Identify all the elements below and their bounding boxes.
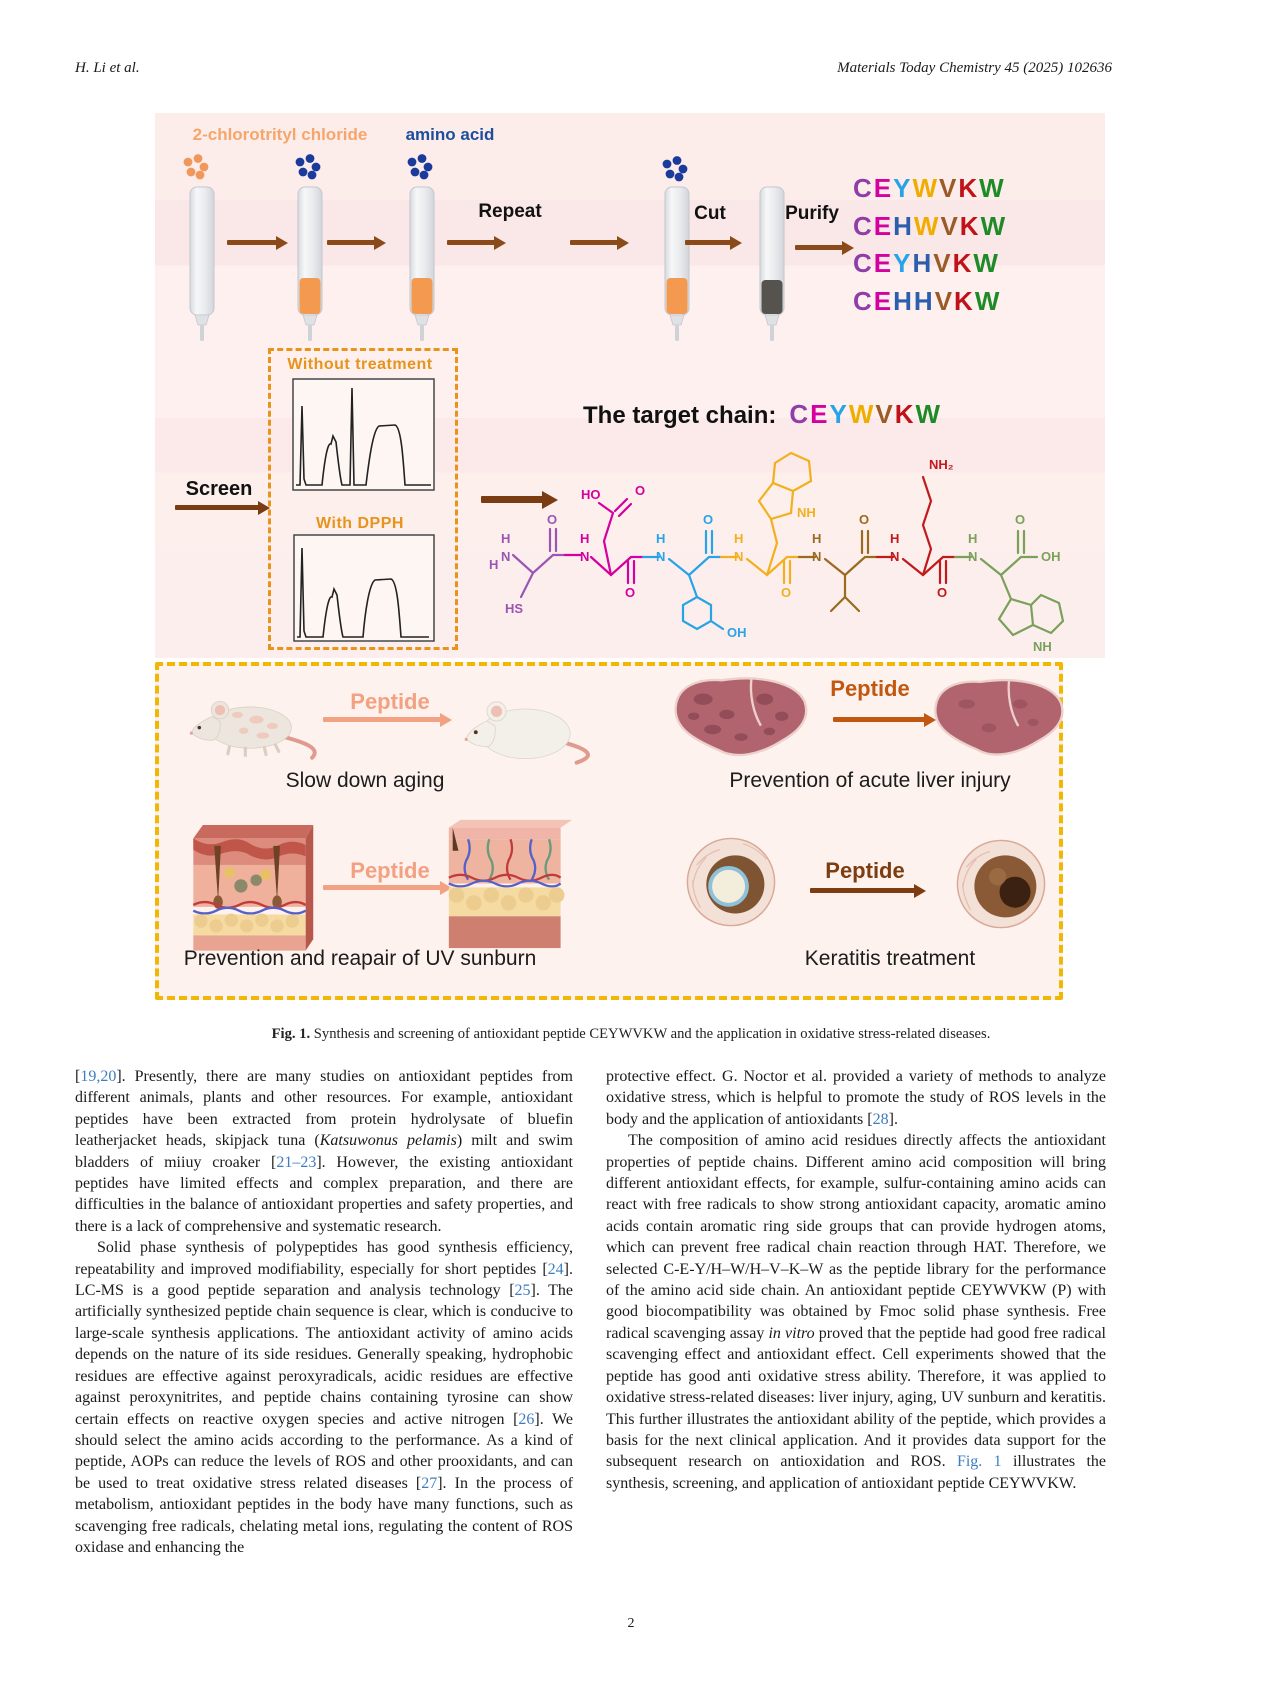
peptide-arrow-label: Peptide	[830, 676, 910, 701]
peptide-arrow	[833, 717, 925, 722]
atom-label: N	[812, 549, 822, 564]
peptide-letter: W	[980, 210, 1006, 241]
atom-label: H	[968, 531, 978, 546]
figure-1	[155, 113, 1105, 998]
peptide-sequence	[852, 170, 1006, 208]
peptide-letter: V	[875, 399, 893, 429]
peptide-arrow	[810, 888, 915, 893]
text-segment: ].	[888, 1110, 898, 1128]
atom-label: H	[580, 531, 590, 546]
atom-label: H	[890, 531, 900, 546]
peptide-letter: K	[952, 248, 972, 278]
aged-mouse-illustration	[185, 685, 320, 763]
text-segment: Solid phase synthesis of polypeptides has good synthesis efficiency, repeatability and improved modifiability, especially for short peptides [	[75, 1239, 573, 1278]
citation-link[interactable]: 26	[518, 1410, 535, 1428]
atom-label: HO	[581, 487, 601, 502]
peptide-letter: W	[915, 399, 941, 429]
atom-label: O	[703, 512, 714, 527]
body-column-right	[606, 1066, 1106, 1494]
target-chain-label: The target chain:	[583, 402, 777, 429]
atom-label: NH	[797, 505, 816, 520]
text-segment: in vitro	[768, 1324, 815, 1342]
app-caption-keratitis: Keratitis treatment	[804, 947, 976, 970]
atom-label: NH₂	[929, 457, 954, 472]
peptide-sequence	[852, 245, 1006, 283]
peptide-letter: V	[934, 285, 953, 316]
healthy-liver-illustration	[930, 671, 1068, 771]
label-2-chlorotrityl-chloride: 2-chlorotrityl chloride	[192, 125, 368, 144]
peptide-letter: W	[848, 399, 874, 429]
app-caption-uv: Prevention and reapair of UV sunburn	[183, 947, 537, 970]
atom-label: O	[635, 483, 646, 498]
spe-column-loaded	[288, 185, 332, 345]
text-segment: The composition of amino acid residues directly affects the antioxidant properties of peptide chains. Different amino acid composition will bring different antioxidant effects, for example, sulfur-containing amino acids can react with free radicals to show strong antioxidant capacity, aromatic amino acids contain aromatic ring side groups that can provide hydrogen atoms, which can prevent free radical chain reaction through HAT. Therefore, we selected C-E-Y/H–W/H–V–K–W as the peptide library for the performance of the amino acid side chain. An antioxidant peptide CEYWVKW (P) with good biocompatibility was obtained by Fmoc solid phase synthesis. Free radical scavenging assay	[606, 1132, 1106, 1342]
label-screen: Screen	[185, 478, 253, 500]
peptide-arrow-label: Peptide	[350, 858, 430, 883]
peptide-letter: V	[939, 173, 957, 203]
citation-link[interactable]: 27	[421, 1474, 438, 1492]
peptide-arrow	[323, 717, 441, 722]
peptide-letter: K	[954, 285, 973, 316]
atom-label: N	[656, 549, 666, 564]
citation-link[interactable]: 19,20	[80, 1068, 117, 1085]
atom-label: HS	[505, 601, 524, 616]
label-without-treatment: Without treatment	[287, 356, 433, 373]
tyr-residue	[643, 531, 723, 629]
atom-label: H	[501, 531, 511, 546]
header-authors: H. Li et al.	[75, 60, 140, 76]
spe-column-empty	[180, 185, 224, 345]
cys-residue	[513, 529, 565, 597]
text-segment: ]. Presently, there are many studies on antioxidant peptides from different animals, plants and other resources. For example, antioxidant peptides have been extracted from protein hydrolysate of bluefin leatherjacket heads, skipjack tuna (	[75, 1068, 573, 1150]
atom-label: H	[734, 531, 744, 546]
peptide-arrow-label: Peptide	[825, 858, 905, 883]
text-segment: ]. However, the existing antioxidant peptides have limited effects and complex preparation, and there are difficulties in the balance of antioxidant properties and safety properties, and there is a lack of comprehensive and systematic research.	[75, 1153, 573, 1235]
lys-residue	[877, 477, 955, 583]
peptide-letter: Y	[893, 173, 911, 203]
val-residue	[799, 531, 877, 611]
spe-column-loaded	[400, 185, 444, 345]
chromatogram-without-treatment	[292, 378, 435, 492]
paragraph	[606, 1066, 1106, 1130]
young-mouse-illustration	[443, 697, 603, 765]
text-segment: proved that the peptide had good free radical scavenging effect and antioxidant effect. Cell experiments showed that the peptide has good anti oxidative stress ability. Therefore, it was applied to oxidative stress-related diseases: liver injury, aging, UV sunburn and keratitis. This further illustrates the antioxidant ability of the peptide, which provides a basis for the next clinical application. And it provides data support for the subsequent research on antioxidation and ROS.	[606, 1324, 1106, 1471]
amino-acid-beads-icon	[403, 153, 435, 183]
peptide-letter: Y	[829, 399, 847, 429]
app-caption-liver: Prevention of acute liver injury	[729, 769, 1011, 792]
peptide-letter: H	[893, 210, 912, 241]
atom-label: O	[547, 512, 558, 527]
peptide-letter: K	[959, 210, 979, 241]
atom-label: OH	[727, 625, 747, 640]
text-segment: ]. LC-MS is a good peptide separation and analysis technology [	[75, 1260, 573, 1300]
atom-label: NH	[1033, 639, 1052, 654]
peptide-letter: C	[789, 399, 809, 429]
citation-link[interactable]: 25	[514, 1282, 531, 1300]
trp-cterm-residue	[955, 531, 1063, 635]
peptide-library-list	[852, 170, 1006, 320]
peptide-letter: K	[958, 173, 978, 203]
step-arrow	[685, 240, 731, 245]
figure-caption	[100, 1026, 1162, 1043]
body-column-left	[75, 1066, 573, 1558]
resin-beads-icon	[179, 153, 211, 183]
peptide-letter: H	[913, 285, 933, 316]
peptide-arrow	[323, 885, 441, 890]
atom-label: H	[812, 531, 822, 546]
peptide-arrow-label: Peptide	[350, 689, 430, 714]
atom-label: H	[656, 531, 666, 546]
step-arrow	[327, 240, 375, 245]
peptide-letter: C	[853, 210, 872, 241]
peptide-letter: E	[873, 173, 892, 203]
atom-label: N	[968, 549, 978, 564]
peptide-letter: W	[973, 248, 998, 278]
atom-label: N	[734, 549, 744, 564]
label-amino-acid: amino acid	[405, 125, 495, 144]
peptide-letter: V	[933, 248, 951, 278]
atom-label: N	[501, 549, 511, 564]
amino-acid-beads-icon	[291, 153, 323, 183]
healthy-eye-illustration	[955, 838, 1047, 930]
peptide-letter: E	[873, 210, 892, 241]
citation-link[interactable]: 28	[872, 1110, 889, 1128]
amino-acid-beads-icon	[658, 155, 690, 185]
peptide-letter: C	[853, 285, 872, 316]
atom-label: N	[890, 549, 900, 564]
text-segment: ]. We should select the amino acids according to the performance. As a kind of peptide, AOPs can reduce the levels of ROS and other prooxidants, and can be used to treat oxidative stress related diseases [	[75, 1410, 573, 1492]
peptide-letter: C	[853, 248, 872, 278]
peptide-letter: W	[979, 173, 1004, 203]
text-segment: [	[75, 1068, 81, 1085]
text-segment: ]. The artificially synthesized peptide chain sequence is clear, which is conducive to large-scale synthesis applications. The antioxidant activity of amino acids depends on the nature of its side residues. Generally speaking, hydrophobic residues are effective against peroxyradicals, acidic residues are effective against peroxynitrites, and peptide chains containing tyrosine can show certain effects on reactive oxygen species and active nitrogen [	[75, 1282, 573, 1428]
text-segment: illustrates the synthesis, screening, and application of antioxidant peptide CEYWVKW.	[606, 1453, 1107, 1492]
atom-label: O	[781, 585, 792, 600]
keratitis-eye-illustration	[685, 836, 777, 928]
text-segment: ]. In the process of metabolism, antioxidant peptides in the body have many functions, such as scavenging free radicals, chelating metal ions, regulating the content of ROS oxidase and enhancing the	[75, 1474, 574, 1556]
paragraph	[75, 1237, 573, 1558]
peptide-sequence	[852, 283, 1006, 321]
screen-arrow	[175, 505, 259, 510]
figure-caption-text: Synthesis and screening of antioxidant peptide CEYWVKW and the application in oxidative stress-related diseases.	[310, 1026, 991, 1042]
peptide-letter: W	[912, 173, 938, 203]
text-segment: protective effect. G. Noctor et al. provided a variety of methods to analyze oxidative stress, which is helpful to promote the study of ROS levels in the body and the application of antioxidants [	[606, 1068, 1106, 1128]
repaired-skin-illustration	[443, 818, 578, 950]
peptide-letter: W	[913, 210, 939, 241]
sunburned-skin-illustration	[180, 813, 318, 955]
step-arrow	[570, 240, 618, 245]
peptide-letter: E	[873, 248, 892, 278]
label-cut: Cut	[694, 203, 726, 224]
peptide-letter: V	[940, 210, 958, 241]
peptide-letter: Y	[893, 248, 911, 278]
atom-label: H	[489, 557, 499, 572]
citation-link[interactable]: 21–23	[276, 1153, 317, 1171]
glu-residue	[565, 499, 643, 583]
atom-label: O	[625, 585, 636, 600]
peptide-letter: H	[912, 248, 932, 278]
header-journal: Materials Today Chemistry 45 (2025) 102636	[837, 60, 1112, 76]
injured-liver-illustration	[670, 669, 812, 772]
step-arrow	[795, 245, 843, 250]
chromatogram-with-dpph	[293, 534, 435, 642]
peptide-letter: E	[873, 285, 892, 316]
peptide-structure-drawing	[485, 425, 1065, 655]
label-purify: Purify	[785, 203, 839, 224]
citation-link[interactable]: 24	[547, 1260, 564, 1278]
peptide-letter: K	[894, 399, 914, 429]
figure-caption-tag: Fig. 1.	[271, 1026, 311, 1042]
text-segment: ) milt and swim bladders of miiuy croaker [	[75, 1132, 573, 1171]
paragraph	[606, 1130, 1106, 1494]
atom-label: N	[580, 549, 590, 564]
atom-label: O	[937, 585, 948, 600]
label-repeat: Repeat	[478, 201, 542, 222]
peptide-letter: H	[893, 285, 912, 316]
atom-label: O	[1015, 512, 1026, 527]
peptide-letter: C	[853, 173, 872, 203]
peptide-letter: W	[974, 285, 1000, 316]
atom-label: OH	[1041, 549, 1061, 564]
app-caption-aging: Slow down aging	[285, 769, 445, 792]
text-segment: Katsuwonus pelamis	[319, 1132, 457, 1150]
citation-link[interactable]: Fig. 1	[956, 1453, 1002, 1471]
atom-label: O	[859, 512, 870, 527]
step-arrow	[227, 240, 277, 245]
paragraph	[75, 1066, 573, 1237]
peptide-letter: E	[810, 399, 828, 429]
label-with-dpph: With DPPH	[316, 515, 404, 532]
page-number: 2	[627, 1616, 635, 1631]
step-arrow	[447, 240, 495, 245]
peptide-sequence	[852, 208, 1006, 246]
